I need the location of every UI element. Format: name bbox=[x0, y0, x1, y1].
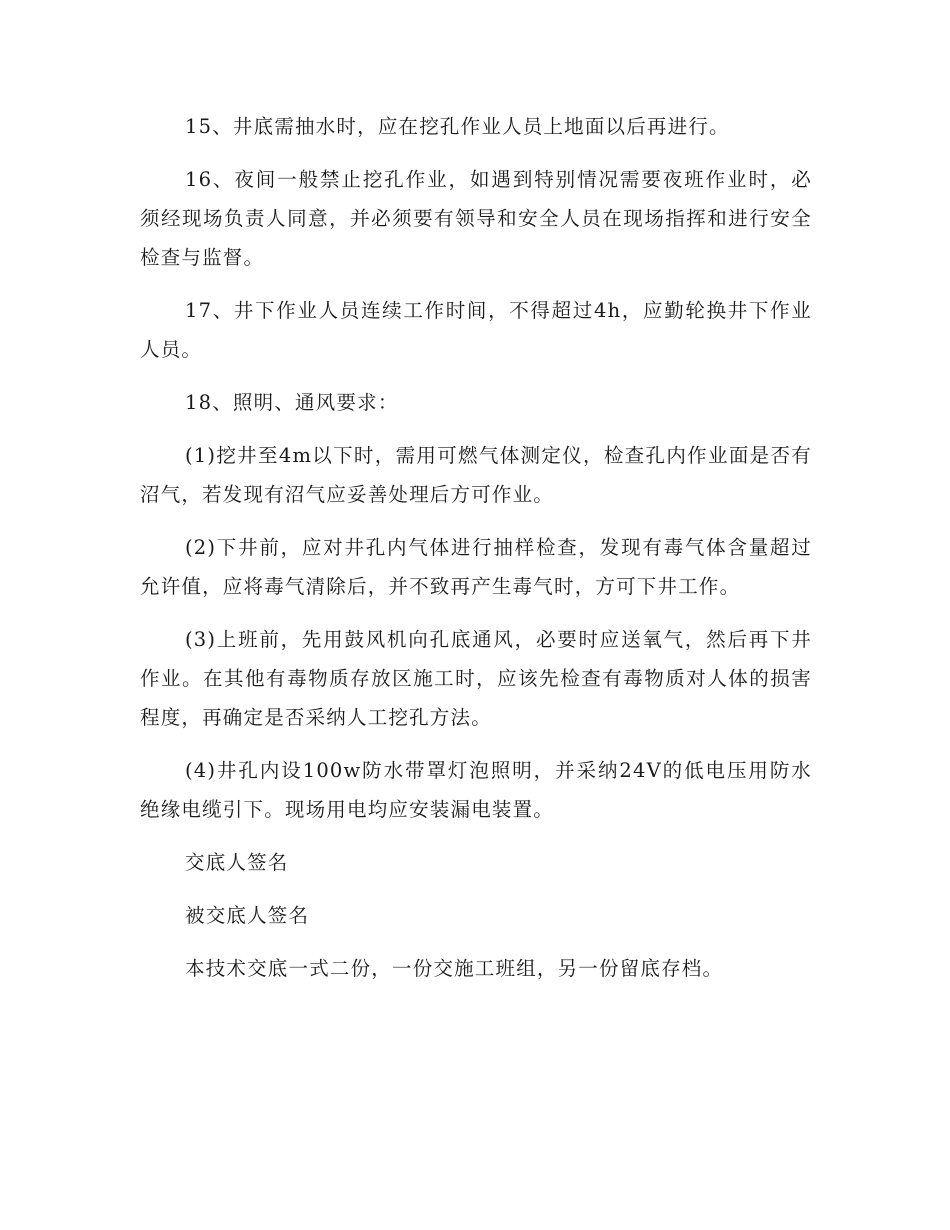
paragraph-subitem-3: (3)上班前，先用鼓风机向孔底通风，必要时应送氧气，然后再下井作业。在其他有毒物质存放区施工时，应该先检查有毒物质对人体的损害程度，再确定是否采纳人工挖孔方法。 bbox=[140, 628, 812, 729]
paragraph-subitem-1: (1)挖井至4m以下时，需用可燃气体测定仪，检查孔内作业面是否有沼气，若发现有沼气应妥善处理后方可作业。 bbox=[140, 444, 812, 506]
document-body bbox=[140, 107, 812, 1002]
paragraph-item-17: 17、井下作业人员连续工作时间，不得超过4h，应勤轮换井下作业人员。 bbox=[140, 299, 812, 361]
paragraph-subitem-4: (4)井孔内设100w防水带罩灯泡照明，并采纳24V的低电压用防水绝缘电缆引下。现场用电均应安装漏电装置。 bbox=[140, 759, 812, 821]
paragraph-item-15: 15、井底需抽水时，应在挖孔作业人员上地面以后再进行。 bbox=[185, 115, 730, 138]
recipient-signature-label: 被交底人签名 bbox=[185, 904, 310, 927]
presenter-signature-label: 交底人签名 bbox=[185, 851, 289, 874]
paragraph-subitem-2: (2)下井前，应对井孔内气体进行抽样检查，发现有毒气体含量超过允许值，应将毒气清除后，并不致再产生毒气时，方可下井工作。 bbox=[140, 536, 812, 598]
archive-note: 本技术交底一式二份，一份交施工班组，另一份留底存档。 bbox=[185, 957, 724, 980]
paragraph-item-16: 16、夜间一般禁止挖孔作业，如遇到特别情况需要夜班作业时，必须经现场负责人同意，并必须要有领导和安全人员在现场指挥和进行安全检查与监督。 bbox=[140, 168, 812, 269]
paragraph-item-18-heading: 18、照明、通风要求： bbox=[185, 391, 399, 414]
